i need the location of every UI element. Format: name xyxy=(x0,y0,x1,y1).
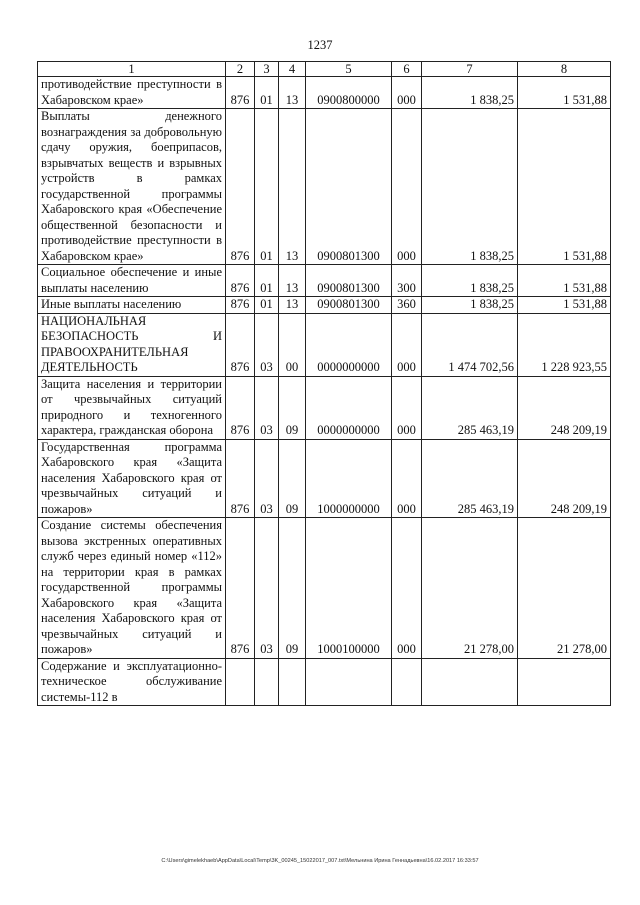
row-code-2: 876 xyxy=(226,439,255,518)
row-code-6: 300 xyxy=(392,265,422,297)
row-name: Государственная программа Хабаровского края «Защита населения Хабаровского края от чрезвычайных ситуаций и пожаров» xyxy=(38,439,226,518)
row-code-2: 876 xyxy=(226,265,255,297)
row-code-2: 876 xyxy=(226,109,255,265)
row-code-6: 000 xyxy=(392,109,422,265)
row-amount-8: 248 209,19 xyxy=(518,376,611,439)
table-row xyxy=(38,297,611,314)
table-row xyxy=(38,265,611,297)
table-row xyxy=(38,109,611,265)
row-code-2: 876 xyxy=(226,376,255,439)
row-code-4 xyxy=(279,658,306,706)
row-code-4: 13 xyxy=(279,77,306,109)
row-amount-7: 1 838,25 xyxy=(422,109,518,265)
row-code-5: 0900800000 xyxy=(306,77,392,109)
row-amount-7: 21 278,00 xyxy=(422,518,518,659)
row-code-5: 1000100000 xyxy=(306,518,392,659)
row-amount-8: 21 278,00 xyxy=(518,518,611,659)
table-row xyxy=(38,77,611,109)
row-code-3: 03 xyxy=(255,518,279,659)
row-code-6 xyxy=(392,658,422,706)
row-code-2: 876 xyxy=(226,313,255,376)
row-code-6: 360 xyxy=(392,297,422,314)
header-cell-8: 8 xyxy=(518,62,611,77)
table-row xyxy=(38,658,611,706)
row-name: Содержание и эксплуатационно-техническое обслуживание системы-112 в xyxy=(38,658,226,706)
row-code-4: 09 xyxy=(279,376,306,439)
row-name: Защита населения и территории от чрезвычайных ситуаций природного и техногенного характера, гражданская оборона xyxy=(38,376,226,439)
row-code-3: 03 xyxy=(255,376,279,439)
row-code-6: 000 xyxy=(392,77,422,109)
header-cell-7: 7 xyxy=(422,62,518,77)
row-code-4: 09 xyxy=(279,518,306,659)
row-code-3: 01 xyxy=(255,297,279,314)
row-code-6: 000 xyxy=(392,376,422,439)
row-code-6: 000 xyxy=(392,439,422,518)
row-amount-8: 1 531,88 xyxy=(518,297,611,314)
row-code-3 xyxy=(255,658,279,706)
row-amount-7: 285 463,19 xyxy=(422,376,518,439)
row-amount-8: 1 531,88 xyxy=(518,265,611,297)
file-path-footer: C:\Users\gimelekhaeb\AppData\Local\Temp\3K_00245_15022017_007.txt\Мельнина Ирина Геннадьевна\16.02.2017 16:33:57 xyxy=(161,858,479,864)
row-code-2: 876 xyxy=(226,297,255,314)
header-cell-1: 1 xyxy=(38,62,226,77)
row-code-5: 0900801300 xyxy=(306,109,392,265)
row-amount-7: 285 463,19 xyxy=(422,439,518,518)
row-code-2 xyxy=(226,658,255,706)
row-name: Создание системы обеспечения вызова экстренных оперативных служб через единый номер «112» на территории края в рамках государственной программы Хабаровского края «Защита населения Хабаровского края от чрезвычайных ситуаций и пожаров» xyxy=(38,518,226,659)
header-cell-3: 3 xyxy=(255,62,279,77)
header-cell-2: 2 xyxy=(226,62,255,77)
row-amount-8 xyxy=(518,658,611,706)
row-name: противодействие преступности в Хабаровском крае» xyxy=(38,77,226,109)
row-code-5: 0900801300 xyxy=(306,265,392,297)
row-code-4: 13 xyxy=(279,109,306,265)
row-code-4: 13 xyxy=(279,297,306,314)
row-name: Выплаты денежного вознаграждения за добровольную сдачу оружия, боеприпасов, взрывчатых веществ и взрывных устройств в рамках государственной программы Хабаровского края «Обеспечение общественной безопасности и противодействие преступности в Хабаровском крае» xyxy=(38,109,226,265)
header-cell-6: 6 xyxy=(392,62,422,77)
row-amount-8: 1 228 923,55 xyxy=(518,313,611,376)
row-name: Иные выплаты населению xyxy=(38,297,226,314)
header-cell-4: 4 xyxy=(279,62,306,77)
row-amount-7: 1 474 702,56 xyxy=(422,313,518,376)
table-row xyxy=(38,439,611,518)
row-code-5: 0900801300 xyxy=(306,297,392,314)
row-amount-8: 1 531,88 xyxy=(518,109,611,265)
row-code-2: 876 xyxy=(226,77,255,109)
table-row xyxy=(38,313,611,376)
page-number: 1237 xyxy=(307,38,333,52)
header-cell-5: 5 xyxy=(306,62,392,77)
row-code-4: 09 xyxy=(279,439,306,518)
budget-table xyxy=(37,61,611,706)
row-amount-8: 248 209,19 xyxy=(518,439,611,518)
row-name: НАЦИОНАЛЬНАЯ БЕЗОПАСНОСТЬ И ПРАВООХРАНИТЕЛЬНАЯ ДЕЯТЕЛЬНОСТЬ xyxy=(38,313,226,376)
row-code-6: 000 xyxy=(392,313,422,376)
row-amount-7 xyxy=(422,658,518,706)
row-amount-8: 1 531,88 xyxy=(518,77,611,109)
row-code-3: 03 xyxy=(255,439,279,518)
row-code-5: 0000000000 xyxy=(306,313,392,376)
row-code-5: 0000000000 xyxy=(306,376,392,439)
row-code-4: 00 xyxy=(279,313,306,376)
row-amount-7: 1 838,25 xyxy=(422,265,518,297)
table-row xyxy=(38,518,611,659)
row-amount-7: 1 838,25 xyxy=(422,297,518,314)
row-code-3: 03 xyxy=(255,313,279,376)
table-row xyxy=(38,376,611,439)
row-code-6: 000 xyxy=(392,518,422,659)
row-code-3: 01 xyxy=(255,109,279,265)
row-code-3: 01 xyxy=(255,265,279,297)
row-name: Социальное обеспечение и иные выплаты населению xyxy=(38,265,226,297)
row-code-5 xyxy=(306,658,392,706)
row-code-5: 1000000000 xyxy=(306,439,392,518)
row-code-2: 876 xyxy=(226,518,255,659)
row-code-3: 01 xyxy=(255,77,279,109)
row-amount-7: 1 838,25 xyxy=(422,77,518,109)
row-code-4: 13 xyxy=(279,265,306,297)
table-header-row xyxy=(38,62,611,77)
